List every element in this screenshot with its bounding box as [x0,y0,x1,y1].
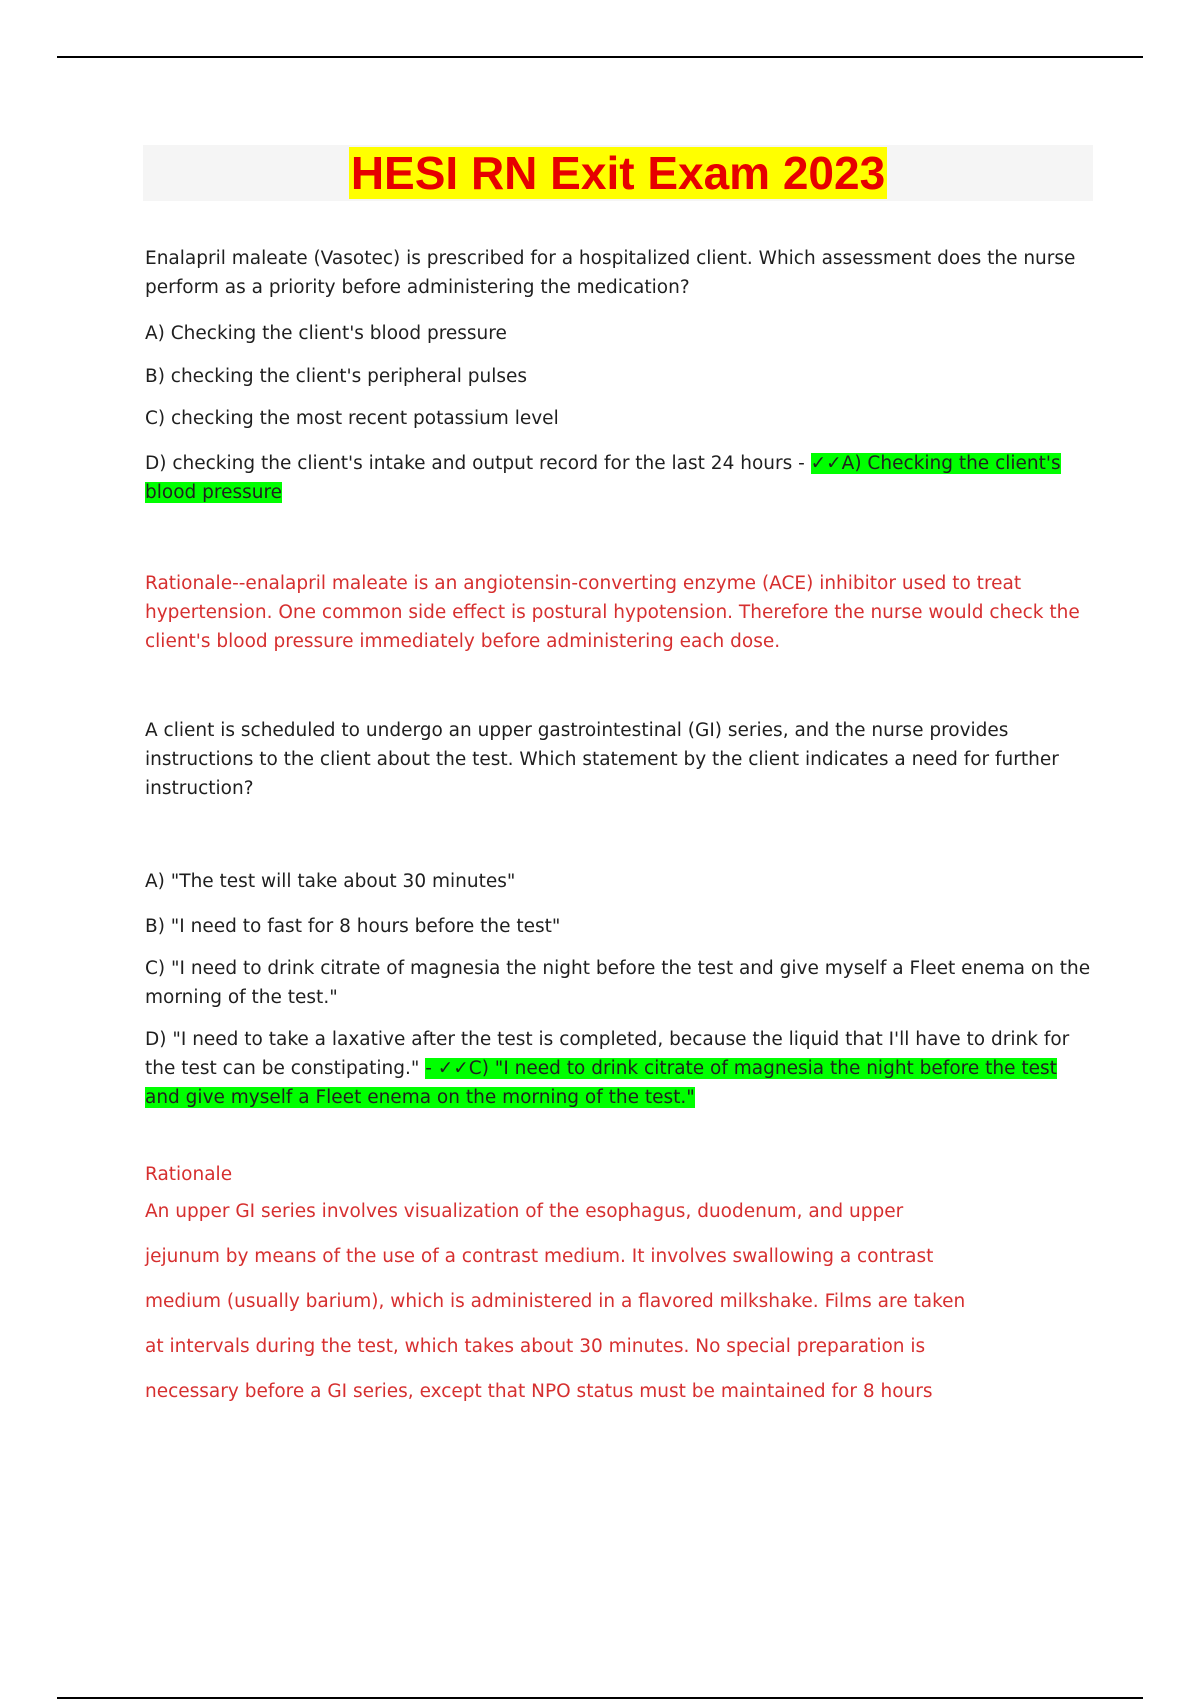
q2-answer: - ✓✓C) "I need to drink citrate of magnesia the night before the test and give myself a Fleet enema on the morning of the test." [145,1058,1057,1108]
q2-rationale-line: An upper GI series involves visualization of the esophagus, duodenum, and upper [145,1201,904,1222]
q2-option-d [145,1025,1095,1112]
q1-option-b: B) checking the client's peripheral pulses [145,366,528,387]
bottom-rule [57,1697,1143,1699]
q2-rationale-line: jejunum by means of the use of a contrast medium. It involves swallowing a contrast [145,1246,934,1267]
q2-question: A client is scheduled to undergo an upper gastrointestinal (GI) series, and the nurse provides instructions to the client about the test. Which statement by the client indicates a need for further instruction? [145,720,1059,799]
q2-rationale-line: at intervals during the test, which takes about 30 minutes. No special preparation is [145,1336,926,1357]
document-body [145,244,1095,1414]
q1-option-d-text: D) checking the client's intake and output record for the last 24 hours - [145,453,811,474]
title-band [143,145,1093,201]
q1-question: Enalapril maleate (Vasotec) is prescribed for a hospitalized client. Which assessment does the nurse perform as a priority before administering the medication? [145,248,1076,298]
q2-rationale [145,1189,1095,1414]
q2-rationale-line: medium (usually barium), which is administered in a flavored milkshake. Films are taken [145,1291,966,1312]
document-title: HESI RN Exit Exam 2023 [350,147,886,199]
q2-option-d-text: D) "I need to take a laxative after the test is completed, because the liquid that I'll have to drink for the test can be constipating." [145,1029,1070,1079]
q2-option-b: B) "I need to fast for 8 hours before the test" [145,916,561,937]
top-rule [57,56,1143,58]
q2-option-c: C) "I need to drink citrate of magnesia the night before the test and give myself a Fleet enema on the morning of the test." [145,958,1091,1008]
q1-answer: ✓✓A) Checking the client's blood pressure [145,453,1061,503]
q2-option-a: A) "The test will take about 30 minutes" [145,871,516,892]
q1-option-d [145,449,1095,507]
q2-rationale-line: necessary before a GI series, except that NPO status must be maintained for 8 hours [145,1381,933,1402]
q1-option-a: A) Checking the client's blood pressure [145,323,507,344]
q1-rationale: Rationale--enalapril maleate is an angiotensin-converting enzyme (ACE) inhibitor used to treat hypertension. One common side effect is postural hypotension. Therefore the nurse would check the client's blood pressure immediately before administering each dose. [145,573,1080,652]
q1-option-c: C) checking the most recent potassium level [145,408,559,429]
q2-rationale-heading: Rationale [145,1164,233,1185]
